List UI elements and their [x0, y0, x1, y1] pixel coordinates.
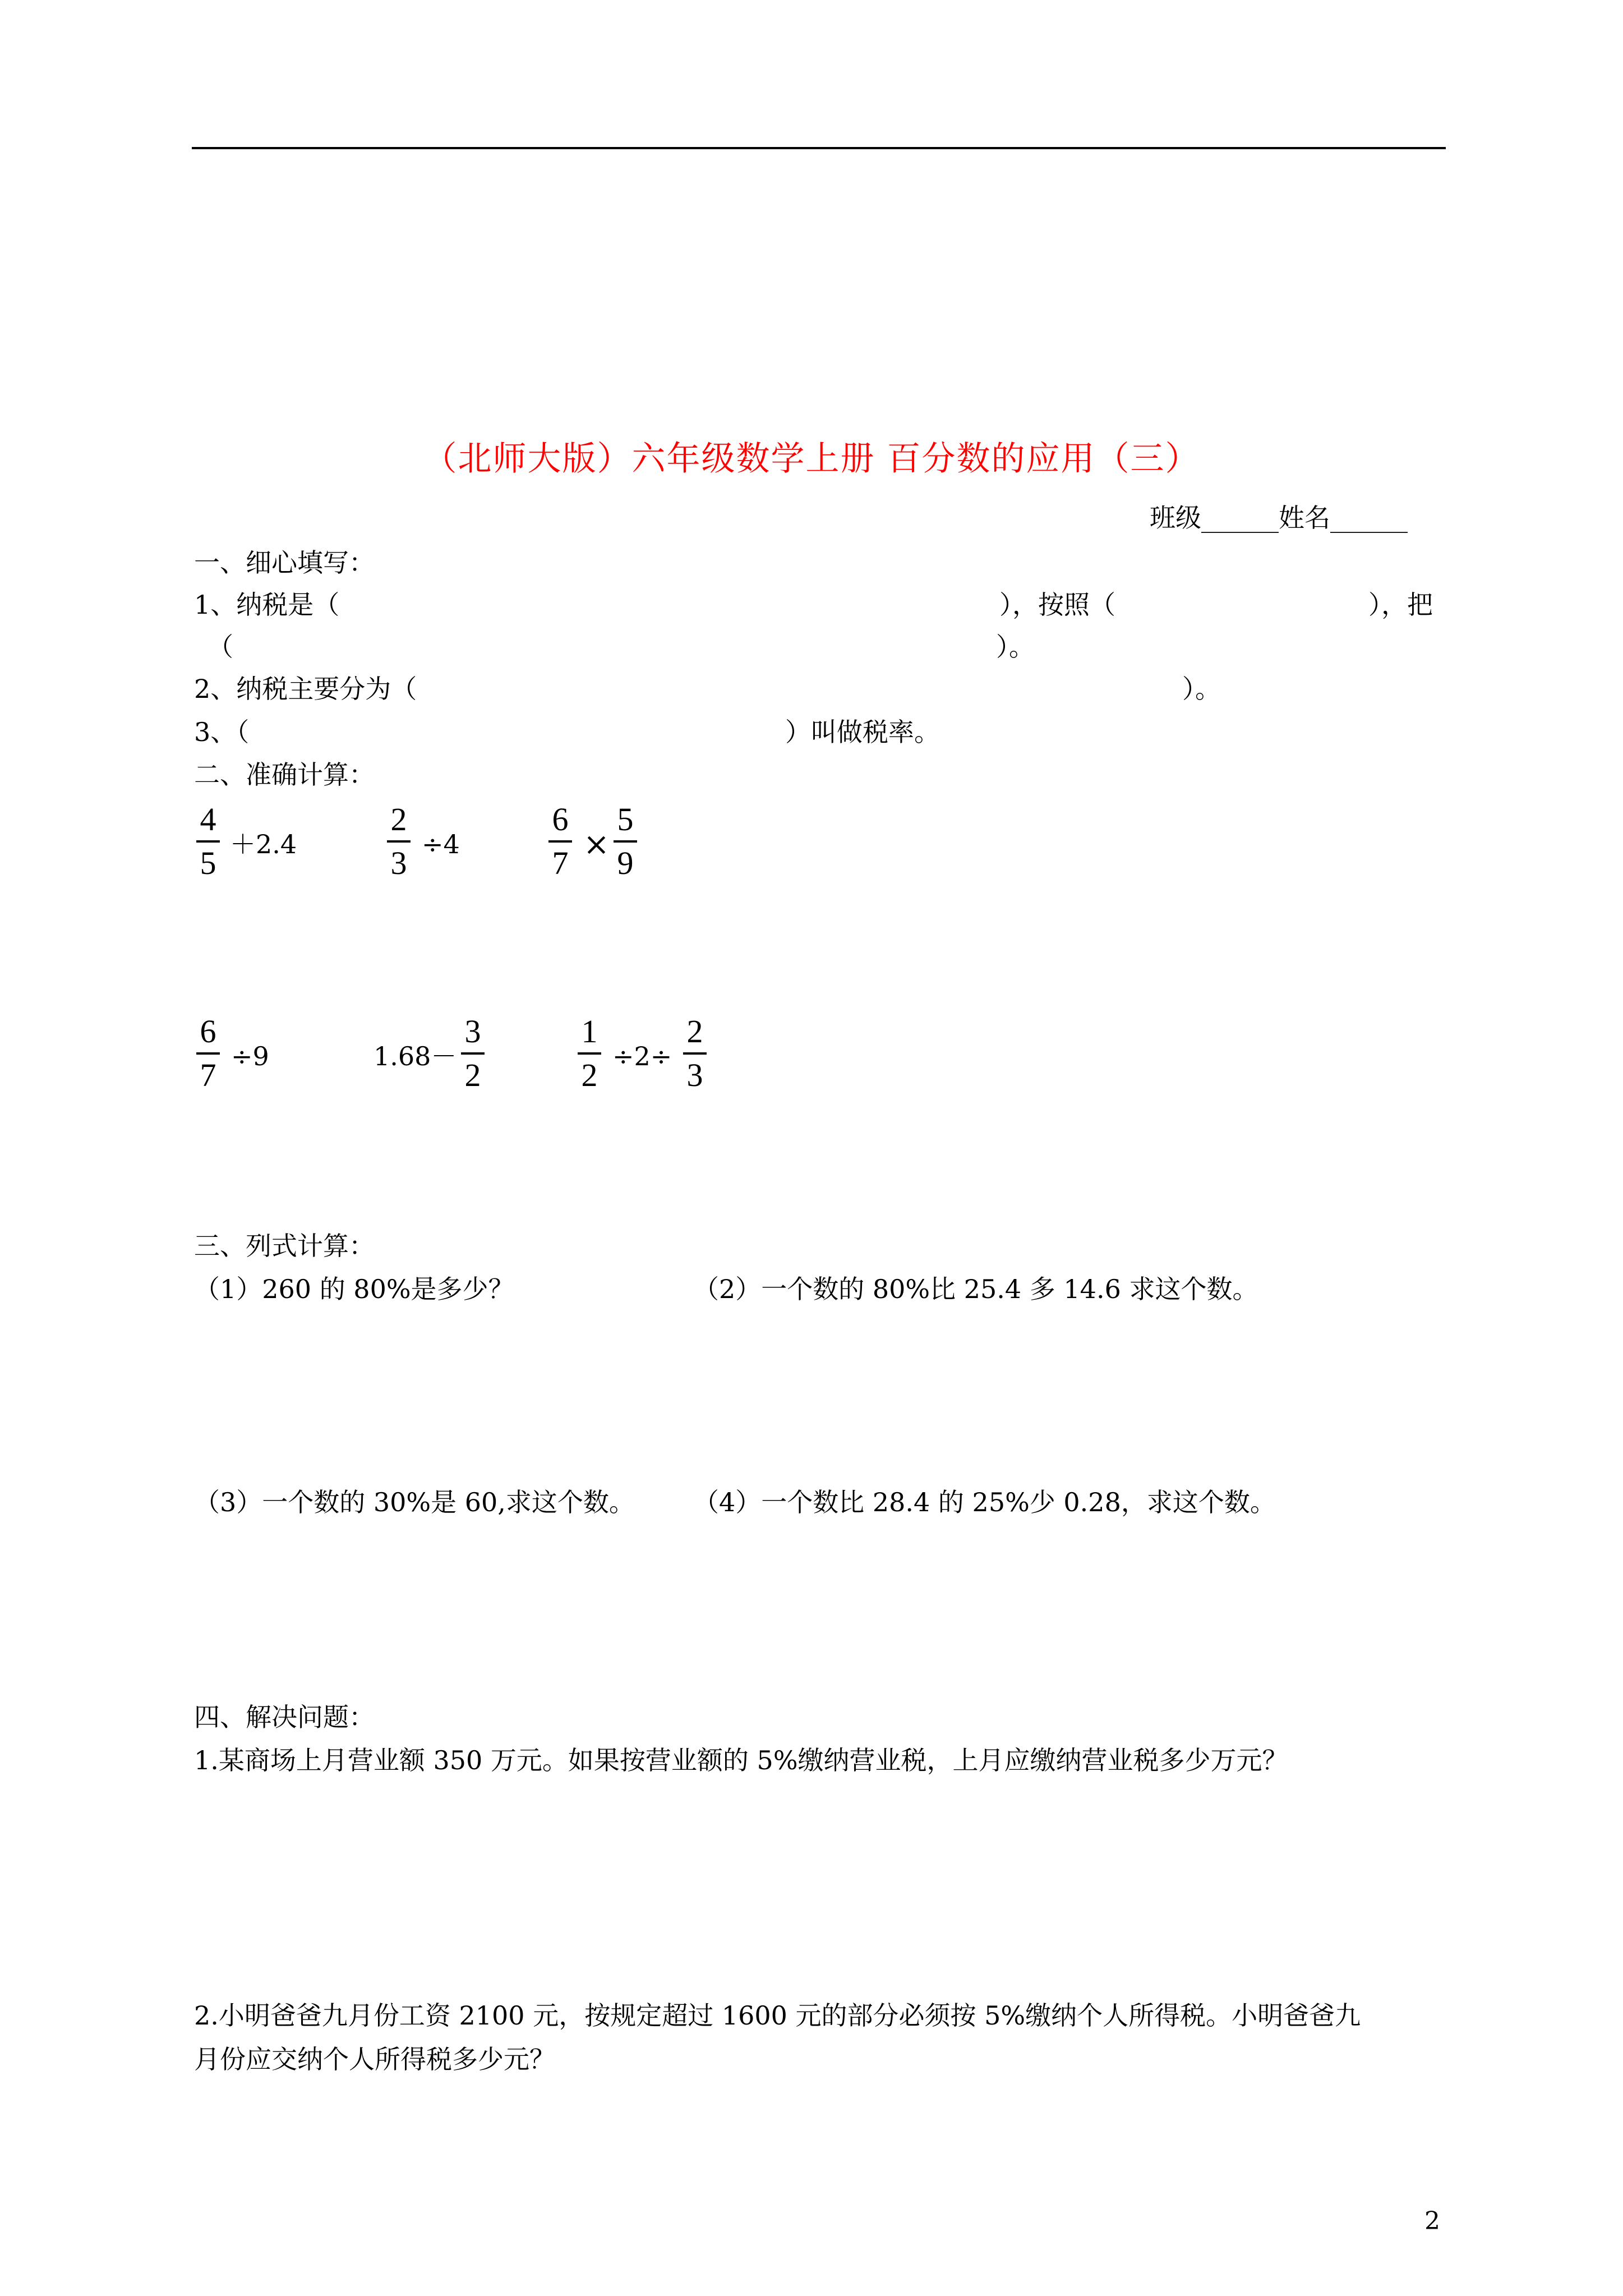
section2-heading: 二、准确计算： [194, 760, 375, 790]
q1-part3: ），把 [1368, 590, 1433, 620]
problem-4-2-line2: 月份应交纳个人所得税多少元？ [194, 2044, 555, 2074]
numerator: 1 [581, 1013, 598, 1050]
denominator: 7 [200, 1057, 216, 1093]
fraction-1-2 [578, 1015, 601, 1092]
problem-4-1: 1.某商场上月营业额 350 万元。如果按营业额的 5%缴纳营业税，上月应缴纳营业税多少万元？ [194, 1745, 1288, 1775]
fraction-5-9 [614, 803, 637, 880]
fraction-4-5 [196, 803, 220, 880]
section1-heading: 一、细心填写： [194, 547, 375, 578]
numerator: 6 [552, 801, 569, 838]
expr6-mid: ÷2÷ [612, 1041, 672, 1071]
expr2-rest: ÷4 [422, 829, 460, 859]
q2-open: 2、纳税主要分为（ [194, 674, 417, 704]
section4-heading: 四、解决问题： [194, 1702, 375, 1732]
class-name-field: 班级______姓名______ [1150, 503, 1408, 533]
problem-3-1: （1）260 的 80%是多少？ [194, 1274, 514, 1304]
problem-4-2-line1: 2.小明爸爸九月份工资 2100 元，按规定超过 1600 元的部分必须按 5%缴纳个人所得税。小明爸爸九 [194, 2000, 1361, 2031]
expr4-rest: ÷9 [231, 1041, 269, 1071]
numerator: 5 [617, 801, 634, 838]
fraction-6-7 [196, 1015, 220, 1092]
fraction-2-3 [387, 803, 411, 880]
problem-3-4: （4）一个数比 28.4 的 25%少 0.28，求这个数。 [693, 1487, 1276, 1517]
denominator: 9 [617, 845, 634, 881]
q1-part1: 1、纳税是（ [194, 590, 340, 620]
numerator: 2 [390, 801, 407, 838]
times-operator: × [583, 826, 610, 863]
denominator: 2 [581, 1057, 598, 1093]
fraction-2-3 [683, 1015, 707, 1092]
denominator: 5 [200, 845, 216, 881]
denominator: 7 [552, 845, 569, 881]
q1-line2-close: ）。 [996, 632, 1035, 662]
q1-line2-open: （ [208, 632, 233, 662]
problem-3-3: （3）一个数的 30%是 60,求这个数。 [194, 1487, 635, 1517]
q2-close: ）。 [1182, 674, 1221, 704]
numerator: 6 [200, 1013, 216, 1050]
numerator: 4 [200, 801, 216, 838]
denominator: 3 [686, 1057, 703, 1093]
fraction-3-2 [461, 1015, 485, 1092]
page-number: 2 [1424, 2207, 1440, 2235]
expr1-rest: ＋2.4 [230, 829, 297, 859]
problem-3-2: （2）一个数的 80%比 25.4 多 14.6 求这个数。 [693, 1274, 1258, 1304]
denominator: 2 [464, 1057, 481, 1093]
section3-heading: 三、列式计算： [194, 1231, 375, 1261]
page-title: （北师大版）六年级数学上册 百分数的应用（三） [423, 439, 1200, 478]
q3-open: 3、（ [194, 717, 250, 747]
q3-close: ）叫做税率。 [785, 717, 940, 747]
denominator: 3 [390, 845, 407, 881]
fraction-6-7 [548, 803, 572, 880]
numerator: 2 [686, 1013, 703, 1050]
numerator: 3 [464, 1013, 481, 1050]
header-rule [192, 147, 1446, 149]
expr5-lead: 1.68－ [374, 1041, 457, 1071]
q1-part2: ），按照（ [999, 590, 1115, 620]
